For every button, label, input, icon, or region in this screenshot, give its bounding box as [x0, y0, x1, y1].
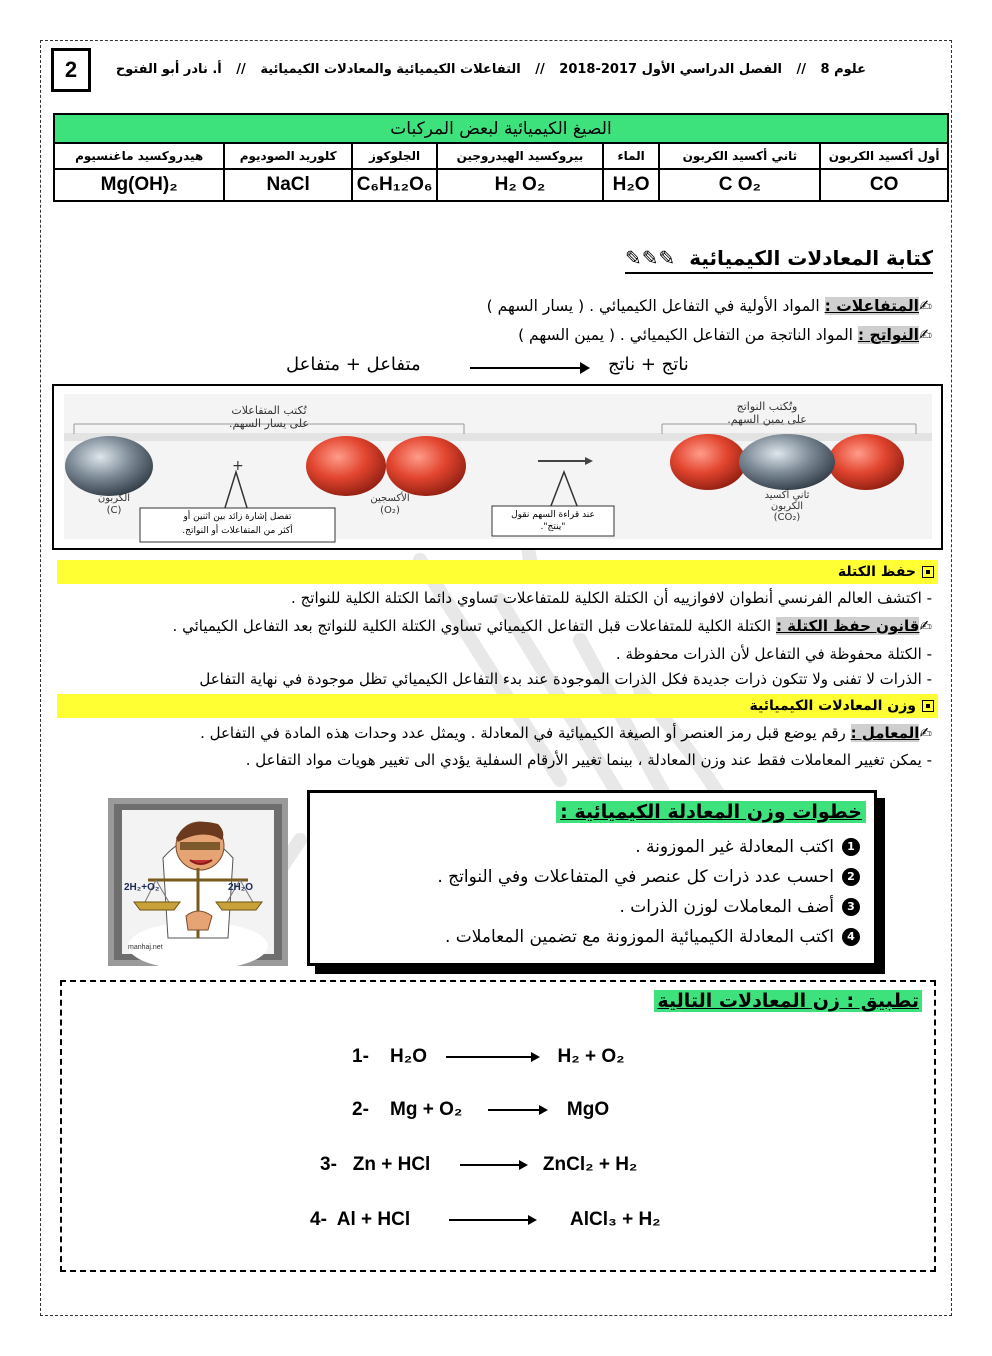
header-subject: علوم 8: [820, 62, 866, 77]
step-item: 3أضف المعاملات لوزن الذرات .: [619, 897, 860, 917]
co2-formula: (CO₂): [773, 512, 801, 523]
mass-law: ✍قانون حفظ الكتلة : الكتلة الكلية للمتفاعلات قبل التفاعل الكيميائي تساوي الكتلة الكلية للنواتج بعد التفاعل الكيميائي .: [172, 617, 932, 635]
checkbox-icon: [922, 700, 934, 712]
co2-label: ثاني أكسيد: [764, 490, 810, 501]
reaction-diagram: [52, 384, 943, 550]
oxygen-atom: [386, 436, 466, 496]
balancing-steps-box: [307, 790, 877, 966]
step-item: 2احسب عدد ذرات كل عنصر في المتفاعلات وفي النواتج .: [437, 867, 860, 887]
compound-formula: CO: [820, 169, 948, 201]
section-band-mass: حفظ الكتلة: [57, 560, 938, 584]
products-caption: على يمين السهم.: [727, 413, 807, 426]
carbon-atom: [739, 434, 835, 490]
steps-title: خطوات وزن المعادلة الكيميائية :: [556, 801, 866, 823]
header-semester: الفصل الدراسي الأول: [641, 62, 782, 77]
svg-text:+: +: [232, 458, 244, 474]
mass-line: - الذرات لا تفنى ولا تتكون ذرات جديدة فكل الذرات الموجودة عند بدء التفاعل الكيميائي تظل موجودة في نهاية التفاعل: [199, 670, 932, 688]
balance-left-label: 2H₂+O₂: [124, 882, 160, 893]
pencil-icon: ✎✎✎: [625, 246, 683, 270]
compound-name: الماء: [603, 143, 660, 169]
arrow-icon: [460, 1164, 526, 1166]
oxygen-atom: [306, 436, 386, 496]
balancing-note: - يمكن تغيير المعاملات فقط عند وزن المعادلة ، بينما تغيير الأرقام السفلية يؤدي الى تغيير هويات مواد التفاعل .: [245, 751, 932, 769]
products-definition: ✍النواتج : المواد الناتجة من التفاعل الكيميائي . ( يمين السهم ): [518, 326, 932, 344]
compound-name: أول أكسيد الكربون: [820, 143, 948, 169]
hand-write-icon: ✍: [919, 297, 932, 315]
balance-right-label: 2H₂O: [228, 882, 254, 893]
hand-write-icon: ✍: [919, 326, 932, 344]
reactants-caption: تُكتب المتفاعلات: [231, 404, 307, 417]
step-item: 1اكتب المعادلة غير الموزونة .: [635, 837, 860, 857]
compound-formula: H₂O: [603, 169, 660, 201]
hand-write-icon: ✍: [919, 617, 932, 635]
co2-label: الكربون: [770, 501, 804, 512]
header-year: 2017-2018: [559, 62, 638, 77]
arrow-icon: [449, 1219, 535, 1221]
mass-line: - اكتشف العالم الفرنسي أنطوان لافوازييه أن الكتلة الكلية للمتفاعلات تساوي دائما الكتلة الكلية للنواتج .: [291, 589, 932, 607]
formula-table: [53, 113, 949, 202]
application-box: [60, 980, 936, 1272]
application-title: تطبيق : زن المعادلات التالية: [654, 990, 922, 1012]
step-number: 3: [842, 898, 860, 916]
header-topic: التفاعلات الكيميائية والمعادلات الكيميائية: [260, 62, 521, 77]
equation-4: 4- Al + HCl AlCl₃ + H₂: [310, 1209, 661, 1230]
page-header: علوم 8 // الفصل الدراسي الأول 2017-2018 // التفاعلات الكيميائية والمعادلات الكيميائية // أ. نادر أبو الفتوح: [115, 62, 866, 77]
plus-note: تفصل إشارة زائد بين اثنين أو: [183, 512, 292, 522]
arrow-note: عند قراءة السهم نقول: [511, 510, 595, 520]
compound-name: بيروكسيد الهيدروجين: [437, 143, 603, 169]
carbon-label: الكربون: [97, 493, 131, 504]
compound-name: ثاني أكسيد الكربون: [659, 143, 820, 169]
picture-credit: manhaj.net: [128, 944, 163, 951]
products-caption: وتُكتب النواتج: [736, 400, 798, 413]
compound-formula: C₆H₁₂O₆: [352, 169, 437, 201]
carbon-atom: [65, 436, 153, 496]
scientist-balance-picture: [108, 798, 288, 966]
header-teacher: أ. نادر أبو الفتوح: [115, 62, 222, 77]
arrow-icon: [488, 1109, 546, 1111]
coefficient-definition: ✍المعامل : رقم يوضع قبل رمز العنصر أو الصيغة الكيميائية في المعادلة . ويمثل عدد وحدات هذه المادة في التفاعل .: [200, 724, 932, 742]
section-band-balancing: وزن المعادلات الكيميائية: [57, 694, 938, 718]
plus-note: أكثر من المتفاعلات أو النواتج.: [182, 526, 293, 536]
oxygen-formula: (O₂): [380, 505, 400, 516]
compound-name: كلوريد الصوديوم: [224, 143, 352, 169]
equation-2: 2- Mg + O₂ MgO: [352, 1099, 610, 1120]
arrow-icon: [470, 367, 588, 369]
step-number: 2: [842, 868, 860, 886]
mass-line: - الكتلة محفوظة في التفاعل لأن الذرات محفوظة .: [615, 645, 932, 663]
arrow-icon: [446, 1056, 538, 1058]
oxygen-atom: [828, 434, 904, 490]
compound-name: هيدروكسيد ماغنسيوم: [54, 143, 224, 169]
compound-formula: H₂ O₂: [437, 169, 603, 201]
equation-1: 1- H₂O H₂ + O₂: [352, 1046, 625, 1067]
section-title-writing: كتابة المعادلات الكيميائية ✎✎✎: [625, 246, 933, 274]
page-number: 2: [51, 48, 91, 92]
oxygen-label: الأكسجين: [370, 493, 410, 504]
reactants-definition: ✍المتفاعلات : المواد الأولية في التفاعل الكيميائي . ( يسار السهم ): [486, 297, 932, 315]
reactants-caption: على يسار السهم.: [228, 417, 309, 430]
compound-formula: NaCl: [224, 169, 352, 201]
arrow-note: "ينتج".: [540, 522, 566, 532]
hand-write-icon: ✍: [919, 724, 932, 742]
compound-formula: Mg(OH)₂: [54, 169, 224, 201]
equation-3: 3- Zn + HCl ZnCl₂ + H₂: [320, 1154, 638, 1175]
carbon-formula: (C): [106, 505, 122, 516]
formula-table-title: الصيغ الكيميائية لبعض المركبات: [54, 114, 948, 143]
step-number: 1: [842, 838, 860, 856]
compound-formula: C O₂: [659, 169, 820, 201]
checkbox-icon: [922, 566, 934, 578]
oxygen-atom: [670, 434, 746, 490]
general-equation: متفاعل + متفاعل ناتج + ناتج: [286, 354, 689, 375]
compound-name: الجلوكوز: [352, 143, 437, 169]
step-item: 4اكتب المعادلة الكيميائية الموزونة مع تضمين المعاملات .: [445, 927, 860, 947]
step-number: 4: [842, 928, 860, 946]
